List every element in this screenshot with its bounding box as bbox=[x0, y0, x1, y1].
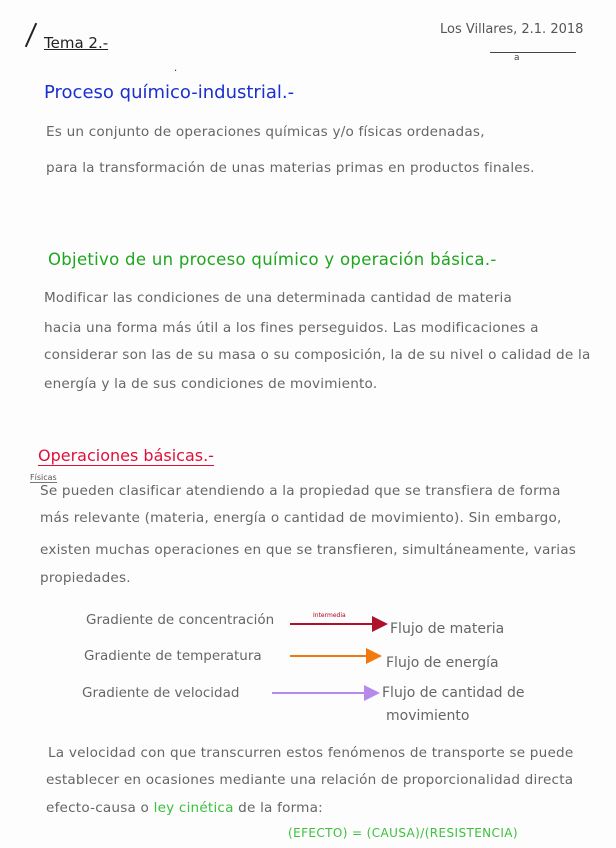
conclusion-line-3 bbox=[46, 800, 323, 816]
heading-operaciones: Operaciones básicas.- bbox=[38, 446, 214, 465]
proceso-line-1: Es un conjunto de operaciones químicas y/o físicas ordenadas, bbox=[46, 124, 485, 140]
ink-dot: · bbox=[174, 66, 178, 77]
flujo-cantidad: Flujo de cantidad de bbox=[382, 685, 525, 701]
heading-objetivo: Objetivo de un proceso químico y operación básica.- bbox=[48, 250, 497, 269]
ley-cinetica-term: ley cinética bbox=[153, 800, 234, 816]
proceso-line-2: para la transformación de unas materias primas en productos finales. bbox=[46, 160, 535, 176]
operaciones-line-1: Se pueden clasificar atendiendo a la propiedad que se transfiera de forma bbox=[40, 483, 561, 499]
gradient-velocidad: Gradiente de velocidad bbox=[82, 685, 240, 701]
conclusion-line-1: La velocidad con que transcurren estos fenómenos de transporte se puede bbox=[48, 745, 574, 761]
objetivo-line-3: considerar son las de su masa o su composición, la de su nivel o calidad de la bbox=[44, 347, 591, 363]
objetivo-line-4: energía y la de sus condiciones de movimiento. bbox=[44, 376, 378, 392]
margin-note-fisicas: Físicas bbox=[30, 473, 57, 482]
operaciones-line-4: propiedades. bbox=[40, 570, 131, 586]
date-mark: a bbox=[514, 53, 520, 63]
heading-proceso: Proceso químico-industrial.- bbox=[44, 82, 295, 103]
operaciones-line-3: existen muchas operaciones en que se transfieren, simultáneamente, varias bbox=[40, 542, 577, 558]
objetivo-line-2: hacia una forma más útil a los fines perseguidos. Las modificaciones a bbox=[44, 320, 539, 336]
conclusion-post: de la forma: bbox=[238, 800, 323, 816]
operaciones-line-2: más relevante (materia, energía o cantidad de movimiento). Sin embargo, bbox=[40, 510, 562, 526]
objetivo-line-1: Modificar las condiciones de una determinada cantidad de materia bbox=[44, 290, 512, 306]
flujo-energia: Flujo de energía bbox=[386, 655, 499, 671]
date-location: Los Villares, 2.1. 2018 bbox=[440, 22, 584, 37]
page-topic: Tema 2.- bbox=[44, 34, 109, 52]
gradient-concentracion: Gradiente de concentración bbox=[86, 612, 275, 628]
conclusion-line-2: establecer en ocasiones mediante una relación de proporcionalidad directa bbox=[46, 772, 574, 788]
flujo-movimiento: movimiento bbox=[386, 708, 470, 724]
kinetic-law-formula: (EFECTO) = (CAUSA)/(RESISTENCIA) bbox=[288, 826, 518, 840]
flujo-materia: Flujo de materia bbox=[390, 621, 505, 637]
conclusion-pre: efecto-causa o bbox=[46, 800, 150, 816]
arrow-note: Intermedia bbox=[313, 612, 346, 619]
gradient-temperatura: Gradiente de temperatura bbox=[84, 648, 262, 664]
